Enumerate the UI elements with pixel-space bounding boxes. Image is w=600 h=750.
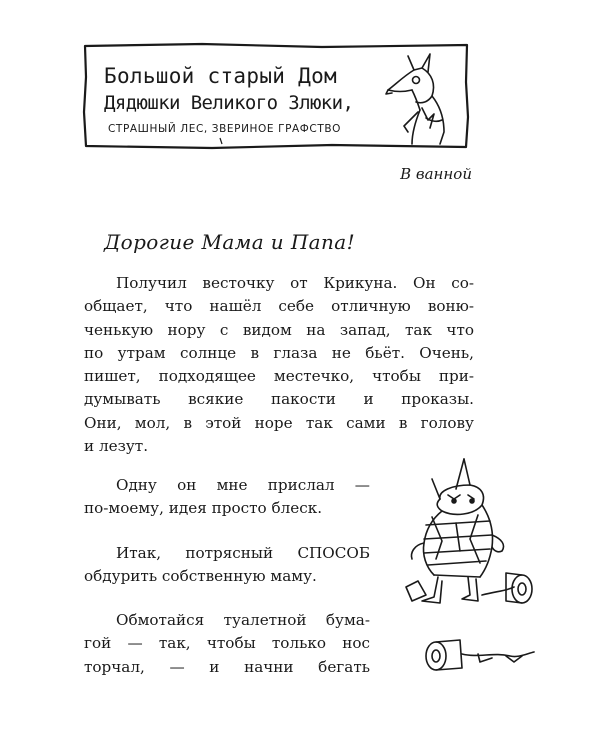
- text-line: и лезут.: [84, 437, 149, 456]
- text-line: обдурить собственную маму.: [84, 567, 317, 586]
- text-line: думывать всякие пакости и проказы.: [84, 390, 474, 409]
- text-line: по-моему, идея просто блеск.: [84, 499, 323, 518]
- text-line: торчал, — и начни бегать: [84, 657, 370, 676]
- paragraph-2: [84, 474, 370, 521]
- text-line: гой — так, чтобы только нос: [84, 634, 370, 653]
- paragraph-4: [84, 609, 370, 679]
- mummy-fox-drawing: [382, 455, 542, 615]
- text-line: пишет, подходящее местечко, чтобы при-: [84, 367, 474, 386]
- text-line: по утрам солнце в глаза не бьёт. Очень,: [84, 343, 474, 362]
- letterhead: [82, 42, 470, 150]
- text-line: общает, что нашёл себе отличную воню-: [84, 297, 474, 316]
- text-line: Обмотайся туалетной бума-: [116, 611, 370, 629]
- text-line: Итак, потрясный СПОСОБ: [116, 544, 370, 562]
- letter-greeting: Дорогие Мама и Папа!: [104, 230, 356, 254]
- location-note: В ванной: [400, 165, 472, 183]
- letterhead-line-3: СТРАШНЫЙ ЛЕС, ЗВЕРИНОЕ ГРАФСТВО: [108, 123, 342, 135]
- paragraph-3: [84, 542, 370, 589]
- text-line: Получил весточку от Крикуна. Он со-: [116, 274, 474, 292]
- paragraph-1: [84, 272, 474, 458]
- letterhead-line-1: Большой старый Дом: [104, 64, 337, 88]
- letterhead-fox-drawing: [382, 48, 464, 146]
- text-line: Они, мол, в этой норе так сами в голову: [84, 413, 474, 432]
- toilet-roll-drawing: [418, 628, 538, 678]
- letterhead-line-2: Дядюшки Великого Злюки,: [104, 92, 354, 114]
- text-line: Одну он мне прислал —: [116, 476, 370, 494]
- text-line: ченькую нору с видом на запад, так что: [84, 320, 474, 339]
